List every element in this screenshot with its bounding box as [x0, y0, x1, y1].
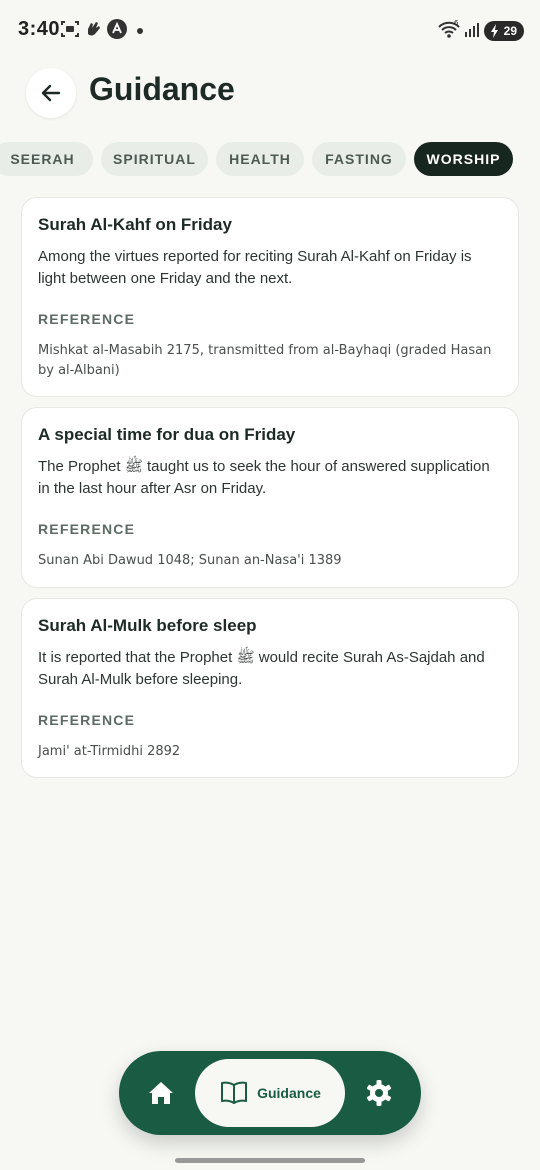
card-body: The Prophet ﷺ taught us to seek the hour of answered supplication in the last hour after Asr on Friday.	[38, 458, 490, 497]
page-title: Guidance	[89, 71, 235, 107]
back-button[interactable]	[26, 68, 76, 118]
tab-seerah[interactable]: SEERAH	[0, 142, 93, 176]
arrow-left-icon	[39, 81, 63, 105]
guidance-card	[21, 197, 519, 397]
screenshot-icon	[60, 19, 80, 39]
card-title: A special time for dua on Friday	[38, 425, 296, 444]
card-title: Surah Al-Kahf on Friday	[38, 215, 232, 234]
battery-level: 29	[503, 24, 517, 38]
svg-text:6: 6	[454, 19, 459, 27]
app-notification-icon	[107, 19, 127, 39]
signal-icon	[463, 19, 481, 41]
battery-indicator	[484, 21, 524, 41]
reference-label: REFERENCE	[38, 521, 136, 537]
charging-bolt-icon	[490, 24, 500, 38]
reference-text: Mishkat al-Masabih 2175, transmitted from al-Bayhaqi (graded Hasan by al-Albani)	[38, 343, 492, 378]
tab-health[interactable]: HEALTH	[216, 142, 304, 176]
nav-guidance-button[interactable]	[195, 1059, 345, 1127]
nav-home-button[interactable]	[145, 1077, 177, 1109]
nav-guidance-label: Guidance	[257, 1085, 321, 1101]
status-time: 3:40	[18, 18, 61, 40]
home-icon	[145, 1077, 177, 1109]
book-icon	[219, 1080, 249, 1106]
gear-icon	[363, 1077, 395, 1109]
reference-text: Jami' at-Tirmidhi 2892	[38, 744, 181, 759]
status-bar	[0, 0, 540, 60]
bottom-nav	[119, 1051, 421, 1135]
guidance-card	[21, 407, 519, 588]
card-title: Surah Al-Mulk before sleep	[38, 616, 257, 635]
card-body: Among the virtues reported for reciting Surah Al-Kahf on Friday is light between one Friday and the next.	[38, 248, 472, 287]
notification-dot	[137, 28, 143, 34]
home-indicator[interactable]	[175, 1158, 365, 1163]
category-tabs	[0, 142, 540, 176]
card-body: It is reported that the Prophet ﷺ would recite Surah As-Sajdah and Surah Al-Mulk before sleeping.	[38, 649, 485, 688]
reference-label: REFERENCE	[38, 712, 136, 728]
guidance-card	[21, 598, 519, 778]
tab-worship[interactable]: WORSHIP	[414, 142, 513, 176]
wifi-icon	[437, 19, 461, 41]
reference-label: REFERENCE	[38, 311, 136, 327]
hand-icon	[85, 19, 103, 39]
reference-text: Sunan Abi Dawud 1048; Sunan an-Nasa'i 1389	[38, 553, 342, 568]
tab-spiritual[interactable]: SPIRITUAL	[101, 142, 208, 176]
tab-fasting[interactable]: FASTING	[312, 142, 406, 176]
nav-settings-button[interactable]	[363, 1077, 395, 1109]
